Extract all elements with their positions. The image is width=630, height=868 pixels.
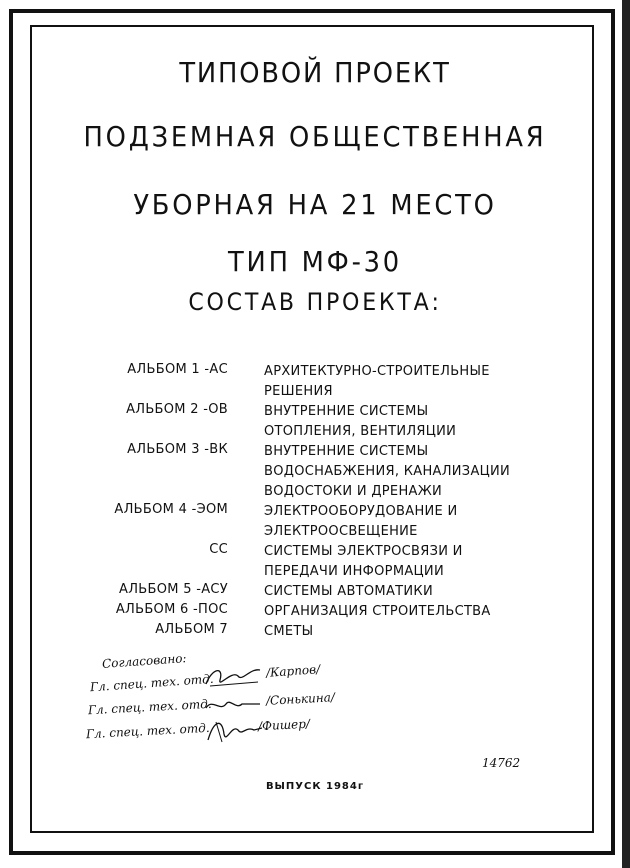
album-description-line: ВОДОСНАБЖЕНИЯ, КАНАЛИЗАЦИИ bbox=[264, 464, 511, 479]
album-description-line: СИСТЕМЫ АВТОМАТИКИ bbox=[264, 584, 433, 599]
approval-role-3: Гл. спец. тех. отд. bbox=[85, 720, 210, 742]
album-description bbox=[264, 362, 554, 402]
album-description-line: ПЕРЕДАЧИ ИНФОРМАЦИИ bbox=[264, 564, 444, 579]
album-description-line: ВНУТРЕННИЕ СИСТЕМЫ bbox=[264, 404, 429, 419]
album-description-line: СМЕТЫ bbox=[264, 624, 314, 639]
album-description bbox=[264, 502, 554, 542]
approval-name-2: /Сонькина/ bbox=[265, 690, 336, 708]
album-description bbox=[264, 442, 554, 502]
album-description-line: ОРГАНИЗАЦИЯ СТРОИТЕЛЬСТВА bbox=[264, 604, 491, 619]
signature-3 bbox=[202, 716, 264, 746]
album-code: АЛЬБОМ 4 -ЭОМ bbox=[114, 502, 228, 517]
album-description-line: ВНУТРЕННИЕ СИСТЕМЫ bbox=[264, 444, 429, 459]
approval-heading: Согласовано: bbox=[101, 651, 187, 671]
title-line-1: ТИПОВОЙ ПРОЕКТ bbox=[179, 56, 451, 89]
album-description-line: ВОДОСТОКИ И ДРЕНАЖИ bbox=[264, 484, 443, 499]
album-description-line: ЭЛЕКТРООБОРУДОВАНИЕ И bbox=[264, 504, 458, 519]
title-line-2: ПОДЗЕМНАЯ ОБЩЕСТВЕННАЯ bbox=[83, 120, 547, 153]
album-description-line: АРХИТЕКТУРНО-СТРОИТЕЛЬНЫЕ bbox=[264, 364, 490, 379]
sheet-number: 14762 bbox=[482, 756, 521, 770]
album-description-line: ОТОПЛЕНИЯ, ВЕНТИЛЯЦИИ bbox=[264, 424, 457, 439]
title-line-4: ТИП МФ-30 bbox=[228, 245, 402, 278]
album-description-line: СИСТЕМЫ ЭЛЕКТРОСВЯЗИ И bbox=[264, 544, 463, 559]
issue-year: ВЫПУСК 1984г bbox=[265, 781, 365, 792]
album-code: АЛЬБОМ 5 -АСУ bbox=[119, 582, 228, 597]
album-description-line: ЭЛЕКТРООСВЕЩЕНИЕ bbox=[264, 524, 418, 539]
album-code: СС bbox=[209, 542, 228, 557]
album-code: АЛЬБОМ 2 -ОВ bbox=[126, 402, 228, 417]
album-description bbox=[264, 622, 554, 642]
approval-role-2: Гл. спец. тех. отд. bbox=[87, 696, 212, 718]
album-code: АЛЬБОМ 7 bbox=[155, 622, 228, 637]
signature-2 bbox=[202, 696, 264, 714]
approval-role-1: Гл. спец. тех. отд. bbox=[89, 671, 215, 695]
project-contents-heading: СОСТАВ ПРОЕКТА: bbox=[188, 288, 442, 316]
album-description bbox=[264, 582, 554, 602]
album-description bbox=[264, 402, 554, 442]
album-code: АЛЬБОМ 3 -ВК bbox=[127, 442, 228, 457]
title-line-3: УБОРНАЯ НА 21 МЕСТО bbox=[133, 188, 497, 221]
scan-edge bbox=[622, 0, 630, 868]
album-description-line: РЕШЕНИЯ bbox=[264, 384, 333, 399]
album-code: АЛЬБОМ 1 -АС bbox=[127, 362, 228, 377]
album-description bbox=[264, 602, 554, 622]
signature-1 bbox=[202, 664, 264, 690]
album-description bbox=[264, 542, 554, 582]
album-code: АЛЬБОМ 6 -ПОС bbox=[115, 602, 228, 617]
approval-name-1: /Карпов/ bbox=[265, 662, 321, 680]
approval-name-3: /Фишер/ bbox=[257, 716, 311, 734]
